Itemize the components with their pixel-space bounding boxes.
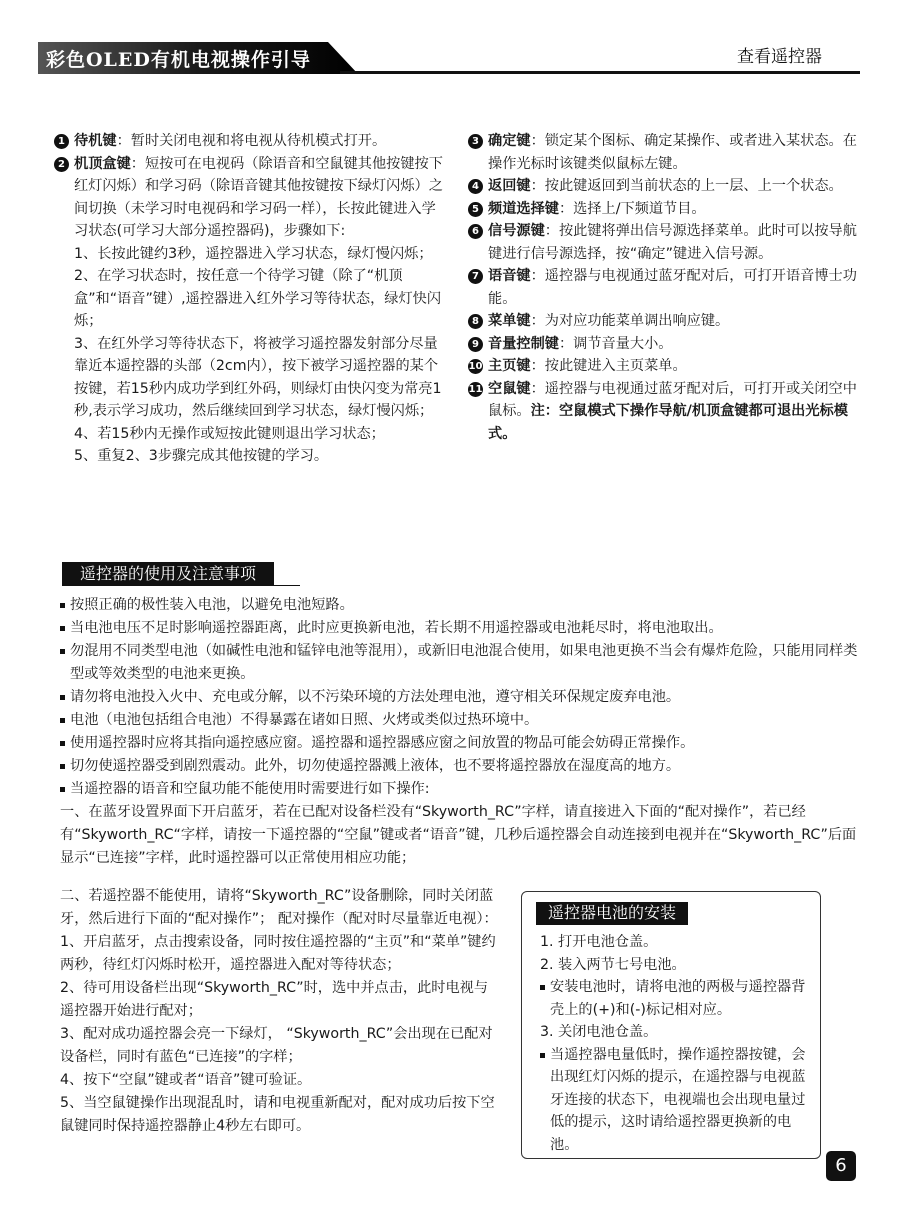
learn-step: 4、若15秒内无操作或短按此键则退出学习状态；: [74, 425, 385, 442]
key-note: 注：空鼠模式下操作导航/机顶盒键都可退出光标模式。: [488, 403, 848, 442]
number-badge: 2: [54, 157, 69, 172]
key-name: 确定键: [488, 133, 531, 149]
key-name: 音量控制键: [488, 335, 559, 352]
battery-steps: [540, 931, 806, 1156]
key-desc: ：按此键进入主页菜单。: [530, 358, 687, 374]
key-item: [468, 355, 860, 378]
pair-step: 4、按下“空鼠”键或者“语音”键可验证。: [60, 1072, 312, 1088]
key-name: 菜单键: [488, 313, 531, 329]
usage-bullet: 请勿将电池投入火中、充电或分解，以不污染环境的方法处理电池，遵守相关环保规定废弃电池。: [60, 686, 860, 709]
header-section-label: 查看遥控器: [737, 47, 822, 67]
key-item: [468, 220, 860, 265]
usage-bullet: 勿混用不同类型电池（如碱性电池和锰锌电池等混用），或新旧电池混合使用，如果电池更换不当会有爆炸危险，只能用同样类型或等效类型的电池来更换。: [60, 640, 860, 686]
learn-step: 2、在学习状态时，按任意一个待学习键（除了“机顶盒”和“语音”键）,遥控器进入红外学习等待状态，绿灯快闪烁；: [74, 268, 442, 329]
key-name: 待机键: [74, 133, 117, 149]
key-item: [468, 378, 860, 446]
usage-bullet: 切勿使遥控器受到剧烈震动。此外，切勿使遥控器溅上液体，也不要将遥控器放在湿度高的地方。: [60, 755, 860, 778]
number-badge: 3: [468, 134, 483, 149]
number-badge: 5: [468, 202, 483, 217]
pair-step: 1、开启蓝牙，点击搜索设备，同时按住遥控器的“主页”和“菜单”键约两秒，待红灯闪烁时松开，遥控器进入配对等待状态；: [60, 934, 496, 973]
key-desc: ：选择上/下频道节目。: [558, 200, 706, 217]
usage-bullet: 电池（电池包括组合电池）不得暴露在诸如日照、火烤或类似过热环境中。: [60, 709, 860, 732]
key-name: 空鼠键: [488, 380, 531, 397]
pair-step: 3、配对成功遥控器会亮一下绿灯， “Skyworth_RC”会出现在已配对设备栏，同时有蓝色“已连接”的字样；: [60, 1026, 493, 1065]
battery-step: 1. 打开电池仓盖。: [540, 934, 658, 950]
learn-step: 1、长按此键约3秒，遥控器进入学习状态，绿灯慢闪烁；: [74, 245, 433, 262]
header-title: 彩色OLED有机电视操作引导: [46, 49, 311, 71]
number-badge: 6: [468, 224, 483, 239]
key-item: [468, 333, 860, 356]
key-desc: ：调节音量大小。: [558, 335, 673, 352]
key-item: [468, 198, 860, 221]
key-desc: ：遥控器与电视通过蓝牙配对后，可打开或关闭空中鼠标。: [488, 380, 857, 419]
key-item: [468, 310, 860, 333]
key-name: 语音键: [488, 268, 531, 284]
key-name: 主页键: [488, 358, 531, 374]
usage-bullet: 当电池电压不足时影响遥控器距离，此时应更换新电池，若长期不用遥控器或电池耗尽时，将电池取出。: [60, 617, 860, 640]
left-column: [54, 130, 446, 468]
number-badge: 11: [468, 383, 483, 395]
key-desc: ：锁定某个图标、确定某操作、或者进入某状态。在操作光标时该键类似鼠标左键。: [488, 133, 857, 172]
key-desc: ：按此键返回到当前状态的上一层、上一个状态。: [530, 178, 843, 194]
battery-step: 3. 关闭电池仓盖。: [540, 1024, 658, 1040]
number-badge: 8: [468, 314, 483, 329]
pair-step: 5、当空鼠键操作出现混乱时，请和电视重新配对，配对成功后按下空鼠键同时保持遥控器静止4秒左右即可。: [60, 1095, 495, 1134]
usage-paragraph: 二、若遥控器不能使用，请将“Skyworth_RC”设备删除，同时关闭蓝牙，然后进行下面的“配对操作”； 配对操作（配对时尽量靠近电视）：: [60, 888, 498, 927]
usage-paragraph: 一、在蓝牙设置界面下开启蓝牙，若在已配对设备栏没有“Skyworth_RC”字样，请直接进入下面的“配对操作”，若已经有“Skyworth_RC“字样，请按一下遥控器的“空鼠”键或者“语音”键，几秒后遥控器会自动连接到电视并在“Skyworth_RC”后面显示“已连接”字样，此时遥控器可以正常使用相应功能；: [60, 804, 857, 866]
right-column: [468, 130, 860, 445]
header-rule: [340, 71, 860, 74]
number-badge: 7: [468, 269, 483, 284]
battery-install-box: [521, 891, 821, 1159]
battery-step: 2. 装入两节七号电池。: [540, 956, 686, 973]
usage-notes: [60, 594, 860, 870]
key-name: 返回键: [488, 178, 531, 194]
number-badge: 10: [468, 361, 483, 372]
key-item: [468, 265, 860, 310]
key-desc: ：为对应功能菜单调出响应键。: [530, 313, 730, 329]
pair-step: 2、待可用设备栏出现“Skyworth_RC”时，选中并点击，此时电视与遥控器开始进行配对；: [60, 980, 489, 1019]
key-desc: ：遥控器与电视通过蓝牙配对后，可打开语音博士功能。: [488, 268, 857, 307]
key-name: 频道选择键: [488, 200, 559, 217]
key-item: [468, 130, 860, 175]
battery-heading: 遥控器电池的安装: [536, 902, 688, 925]
usage-bullet: 当遥控器的语音和空鼠功能不能使用时需要进行如下操作:: [60, 778, 860, 801]
usage-heading: 遥控器的使用及注意事项: [62, 562, 274, 586]
key-desc: ：按此键将弹出信号源选择菜单。此时可以按导航键进行信号源选择，按“确定”键进入信号源。: [488, 223, 857, 262]
page-number: 6: [826, 1151, 856, 1181]
key-item: [54, 130, 446, 153]
number-badge: 4: [468, 179, 483, 194]
battery-note: 安装电池时，请将电池的两极与遥控器背壳上的(+)和(-)标记相对应。: [540, 976, 806, 1021]
key-name: 机顶盒键: [74, 155, 131, 172]
pairing-instructions: [60, 885, 500, 1138]
number-badge: 1: [54, 134, 69, 149]
key-item: [54, 153, 446, 243]
number-badge: 9: [468, 337, 483, 352]
key-desc: ：暂时关闭电视和将电视从待机模式打开。: [116, 133, 387, 149]
key-desc: ：短按可在电视码（除语音和空鼠键其他按键按下红灯闪烁）和学习码（除语音键其他按键按下绿灯闪烁）之间切换（未学习时电视码和学习码一样），长按此键进入学习状态(可学习大部分遥控器码)，步骤如下:: [74, 155, 443, 239]
usage-heading-underline: [62, 585, 300, 586]
usage-bullet: 使用遥控器时应将其指向遥控感应窗。遥控器和遥控器感应窗之间放置的物品可能会妨碍正常操作。: [60, 732, 860, 755]
learn-step: 5、重复2、3步骤完成其他按键的学习。: [74, 448, 329, 464]
learn-step: 3、在红外学习等待状态下，将被学习遥控器发射部分尽量靠近本遥控器的头部（2cm内），按下被学习遥控器的某个按键，若15秒内成功学到红外码，则绿灯由快闪变为常亮1秒,表示学习成功，然后继续回到学习状态，绿灯慢闪烁；: [74, 335, 442, 419]
usage-bullet: 按照正确的极性装入电池，以避免电池短路。: [60, 594, 860, 617]
battery-note: 当遥控器电量低时，操作遥控器按键，会出现红灯闪烁的提示，在遥控器与电视蓝牙连接的状态下，电视端也会出现电量过低的提示，这时请给遥控器更换新的电池。: [540, 1044, 806, 1157]
key-item: [468, 175, 860, 198]
key-name: 信号源键: [488, 223, 545, 239]
